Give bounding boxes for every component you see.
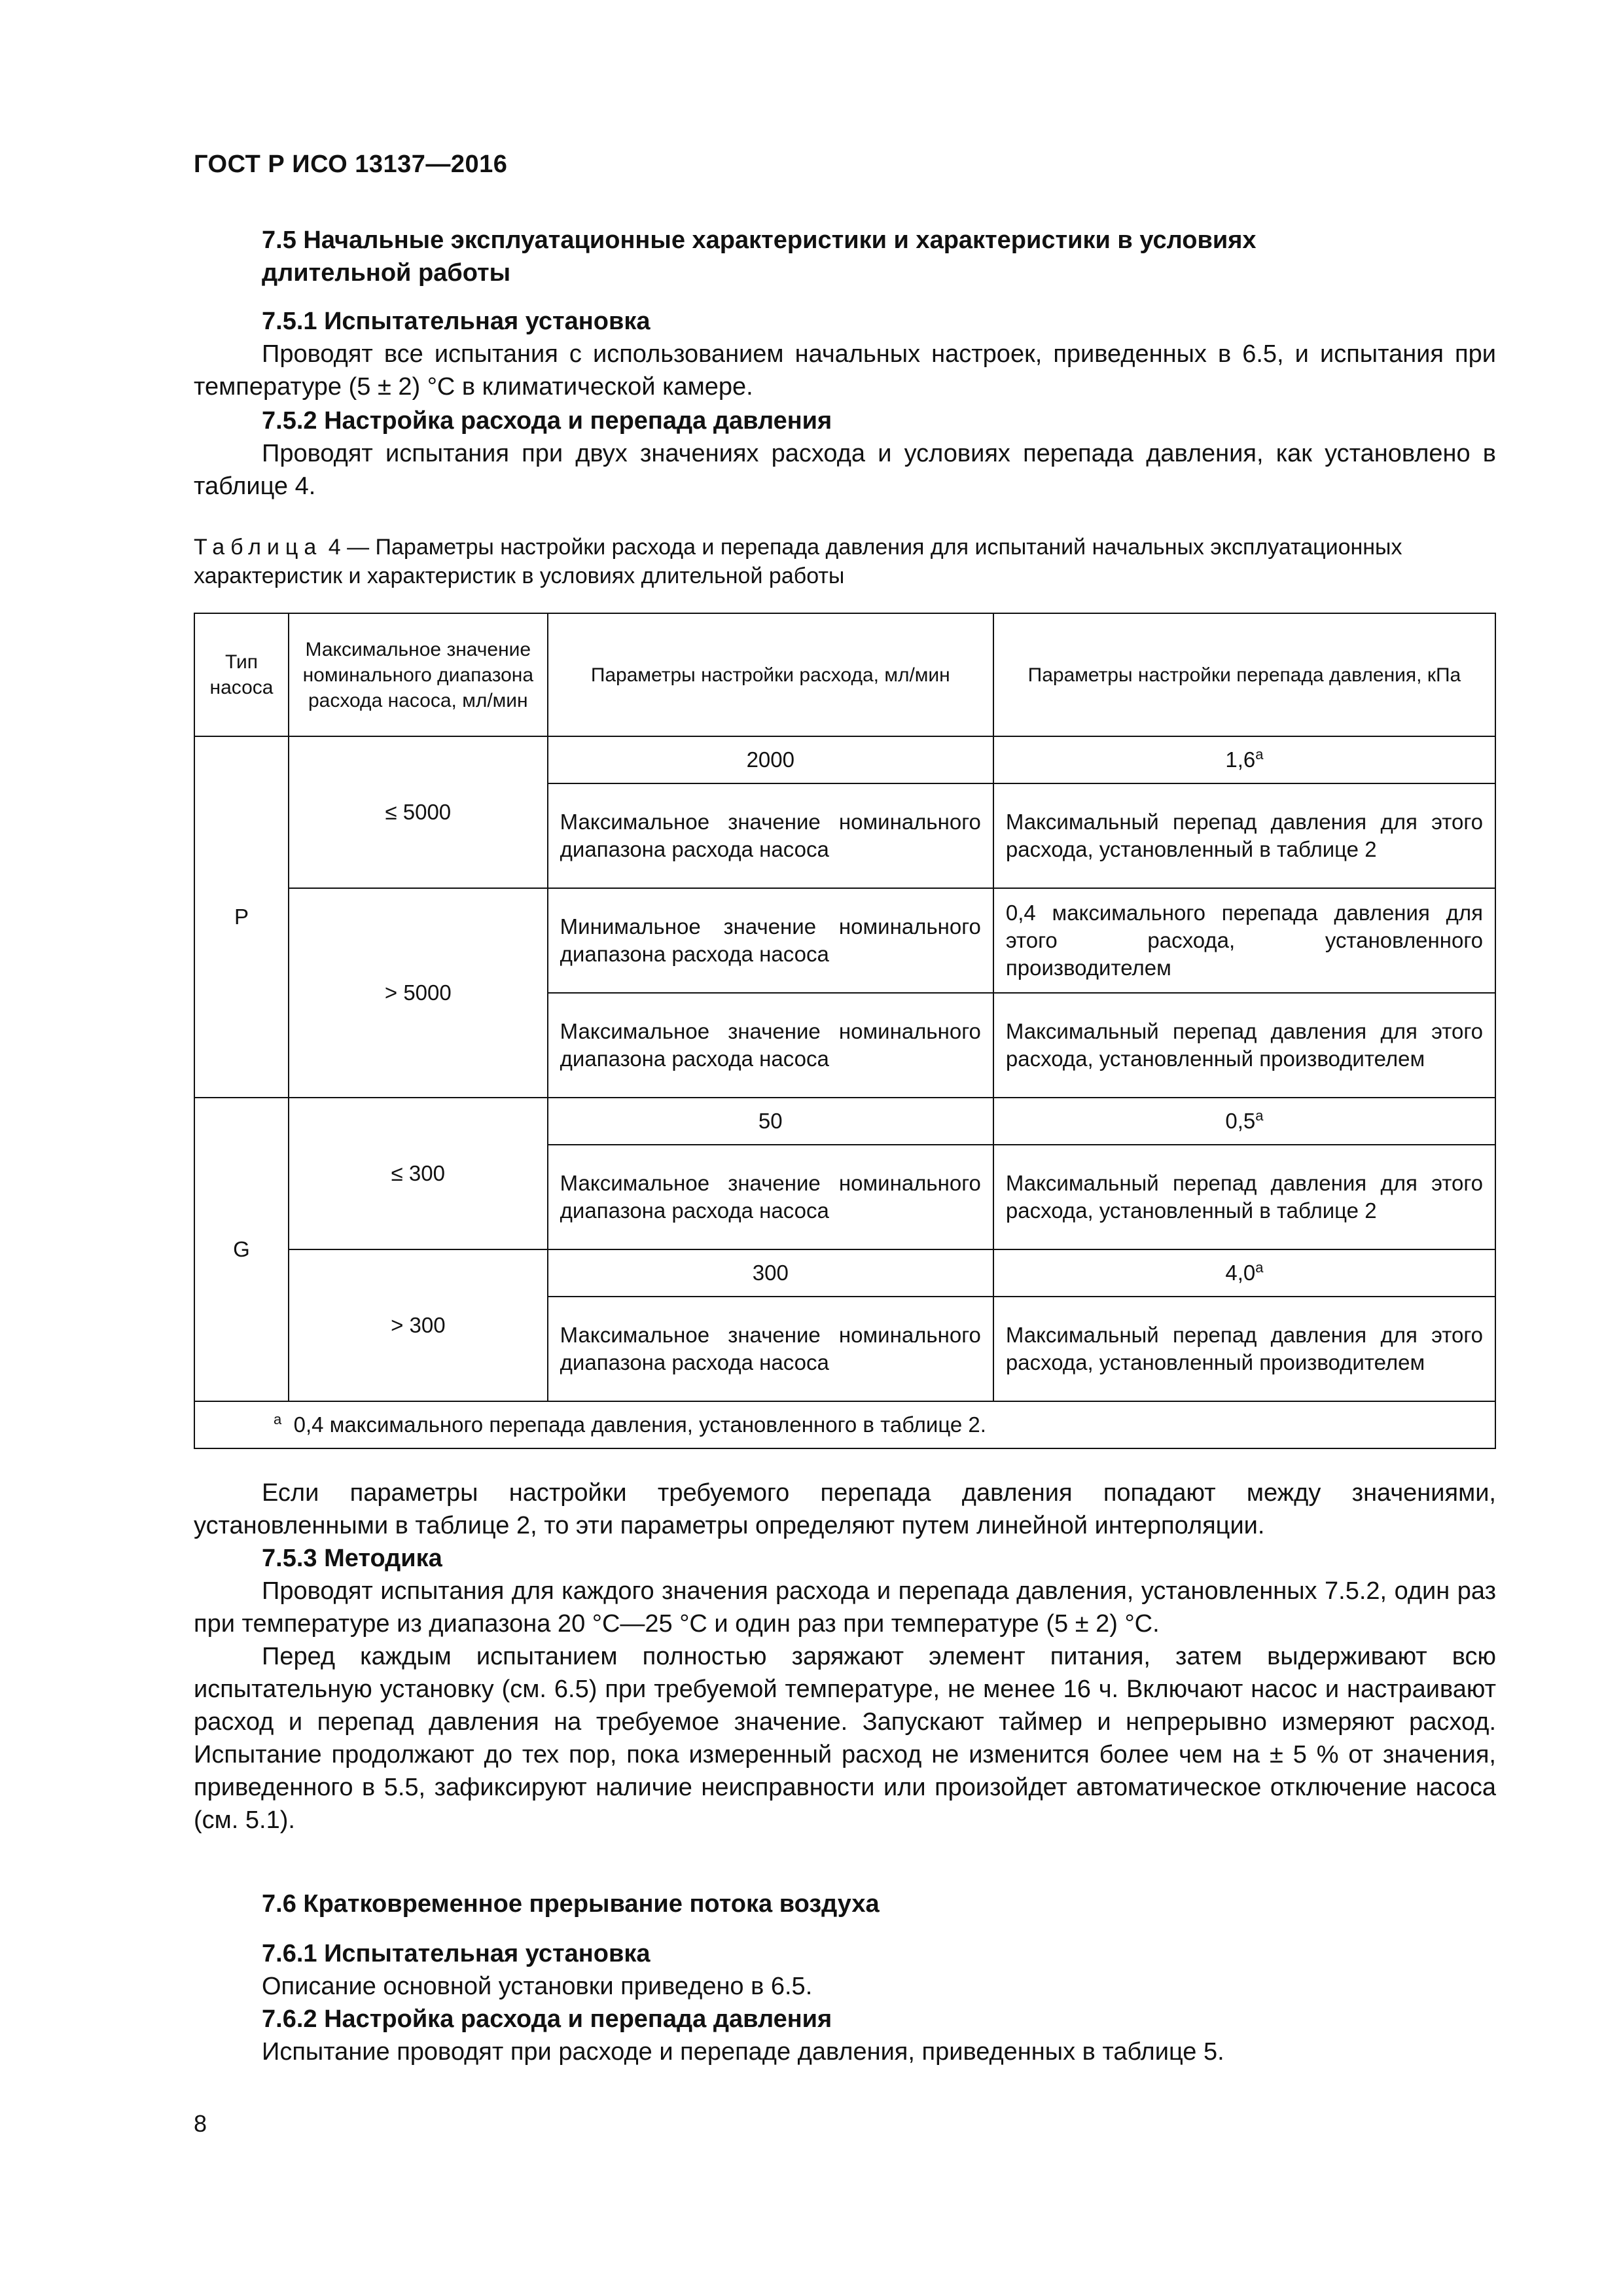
flow-p2b: Максимальное значение номинального диапазона расхода насоса xyxy=(548,993,993,1098)
document-header-standard: ГОСТ Р ИСО 13137—2016 xyxy=(194,151,508,178)
footnote-mark: a xyxy=(274,1411,282,1427)
section-7-5-1-title: 7.5.1 Испытательная установка xyxy=(262,308,651,335)
flow-p1b: Максимальное значение номинального диапазона расхода насоса xyxy=(548,783,993,888)
range-p-le-5000: ≤ 5000 xyxy=(289,736,548,888)
pressure-g1b: Максимальный перепад давления для этого расхода, установленный в таблице 2 xyxy=(993,1145,1495,1249)
flow-g2b: Максимальное значение номинального диапазона расхода насоса xyxy=(548,1297,993,1401)
table-row xyxy=(194,736,1495,783)
flow-g1a: 50 xyxy=(548,1098,993,1145)
section-7-5-3-p1: Проводят испытания для каждого значения расхода и перепада давления, установленных 7.5.2, один раз при температуре из диапазона 20 °С—25 °С и один раз при температуре (5 ± 2) °С. xyxy=(194,1577,1496,1638)
pressure-p1a-value: 1,6 xyxy=(1225,747,1256,772)
section-7-5-3 xyxy=(194,1542,1496,1837)
after-table-text: Если параметры настройки требуемого перепада давления попадают между значениями, установленными в таблице 2, то эти параметры определяют путем линейной интерполяции. xyxy=(194,1479,1496,1539)
table-4-caption-text: 4 — Параметры настройки расхода и перепада давления для испытаний начальных эксплуатационных характеристик и характеристик в условиях длительной работы xyxy=(194,535,1402,588)
header-max-range: Максимальное значение номинального диапазона расхода насоса, мл/мин xyxy=(289,613,548,736)
pressure-p2a: 0,4 максимального перепада давления для этого расхода, установленного производителем xyxy=(993,888,1495,993)
table-4 xyxy=(194,613,1496,1449)
section-7-5-1 xyxy=(194,305,1496,403)
table-row xyxy=(194,1098,1495,1145)
table-row xyxy=(194,1249,1495,1297)
header-pump-type: Тип насоса xyxy=(194,613,289,736)
pump-type-g: G xyxy=(194,1098,289,1401)
section-7-6-2-title: 7.6.2 Настройка расхода и перепада давления xyxy=(262,2005,832,2033)
section-7-6-1-title: 7.6.1 Испытательная установка xyxy=(262,1940,651,1967)
pressure-g2a xyxy=(993,1249,1495,1297)
pump-type-p: Р xyxy=(194,736,289,1098)
section-7-5-title-line1: 7.5 Начальные эксплуатационные характеристики и характеристики в условиях xyxy=(262,226,1257,254)
table-4-caption xyxy=(194,533,1496,590)
pressure-p1b: Максимальный перепад давления для этого расхода, установленный в таблице 2 xyxy=(993,783,1495,888)
header-flow-settings: Параметры настройки расхода, мл/мин xyxy=(548,613,993,736)
section-7-6-2 xyxy=(194,2003,1496,2068)
section-7-6-2-text: Испытание проводят при расходе и перепаде давления, приведенных в таблице 5. xyxy=(262,2038,1224,2066)
flow-p1a: 2000 xyxy=(548,736,993,783)
section-7-5-3-p2: Перед каждым испытанием полностью заряжают элемент питания, затем выдерживают всю испытательную установку (см. 6.5) при требуемой температуре, не менее 16 ч. Включают насос и настраивают расход и перепад давления на требуемое значение. Запускают таймер и непрерывно измеряют расход. Испытание продолжают до тех пор, пока измеренный расход не изменится более чем на ± 5 % от значения, приведенного в 5.5, зафиксируют наличие неисправности или произойдет автоматическое отключение насоса (см. 5.1). xyxy=(194,1643,1496,1834)
section-7-5-1-text: Проводят все испытания с использованием начальных настроек, приведенных в 6.5, и испытания при температуре (5 ± 2) °С в климатической камере. xyxy=(194,340,1496,401)
pressure-g1a xyxy=(993,1098,1495,1145)
pressure-p2b: Максимальный перепад давления для этого расхода, установленный производителем xyxy=(993,993,1495,1098)
section-7-5-title-line2: длительной работы xyxy=(262,259,511,287)
table-4-caption-word: Таблица xyxy=(194,535,323,560)
section-7-5-2-text: Проводят испытания при двух значениях расхода и условиях перепада давления, как установлено в таблице 4. xyxy=(194,440,1496,500)
section-7-5-3-title: 7.5.3 Методика xyxy=(262,1545,442,1572)
header-pressure-settings: Параметры настройки перепада давления, кПа xyxy=(993,613,1495,736)
range-g-gt-300: > 300 xyxy=(289,1249,548,1401)
flow-p2a: Минимальное значение номинального диапазона расхода насоса xyxy=(548,888,993,993)
footnote-ref-a: a xyxy=(1255,1107,1264,1124)
section-7-5-heading xyxy=(262,224,1496,289)
footnote-ref-a: a xyxy=(1255,1259,1264,1276)
footnote-ref-a: a xyxy=(1255,746,1264,762)
section-7-5-2 xyxy=(194,404,1496,503)
section-7-6-1 xyxy=(194,1937,1496,2003)
range-g-le-300: ≤ 300 xyxy=(289,1098,548,1249)
table-row xyxy=(194,888,1495,993)
footnote-text: 0,4 максимального перепада давления, установленного в таблице 2. xyxy=(293,1412,986,1437)
pressure-g2a-value: 4,0 xyxy=(1225,1261,1256,1285)
pressure-p1a xyxy=(993,736,1495,783)
table-header-row xyxy=(194,613,1495,736)
section-7-6-1-text: Описание основной установки приведено в 6.5. xyxy=(262,1973,813,2000)
range-p-gt-5000: > 5000 xyxy=(289,888,548,1098)
pressure-g1a-value: 0,5 xyxy=(1225,1109,1256,1133)
flow-g1b: Максимальное значение номинального диапазона расхода насоса xyxy=(548,1145,993,1249)
section-7-6-title: 7.6 Кратковременное прерывание потока воздуха xyxy=(262,1890,880,1918)
page-number: 8 xyxy=(194,2110,207,2137)
table-footnote-row xyxy=(194,1401,1495,1448)
pressure-g2b: Максимальный перепад давления для этого расхода, установленный производителем xyxy=(993,1297,1495,1401)
flow-g2a: 300 xyxy=(548,1249,993,1297)
table-footnote xyxy=(194,1401,1495,1448)
section-7-5-2-title: 7.5.2 Настройка расхода и перепада давления xyxy=(262,407,832,435)
